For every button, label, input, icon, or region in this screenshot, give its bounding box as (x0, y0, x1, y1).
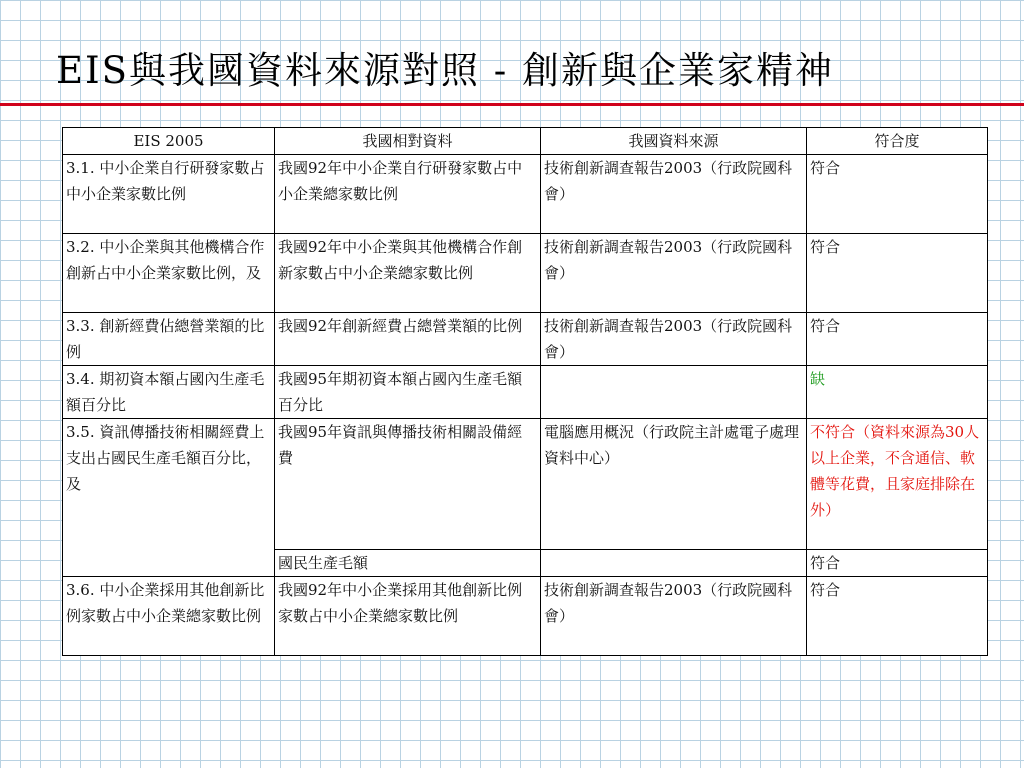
fit-cell: 符合 (807, 313, 988, 366)
eis-cell: 3.1. 中小企業自行研發家數占中小企業家數比例 (63, 155, 275, 234)
source-cell: 技術創新調查報告2003（行政院國科會） (541, 313, 807, 366)
domestic-cell: 我國92年創新經費占總營業額的比例 (275, 313, 541, 366)
header-domestic-data: 我國相對資料 (275, 128, 541, 155)
eis-cell: 3.5. 資訊傳播技術相關經費上支出占國民生產毛額百分比，及 (63, 419, 275, 577)
eis-cell: 3.3. 創新經費佔總營業額的比例 (63, 313, 275, 366)
slide-title: EIS與我國資料來源對照 - 創新與企業家精神 (56, 49, 834, 92)
source-cell: 技術創新調查報告2003（行政院國科會） (541, 577, 807, 656)
header-fit: 符合度 (807, 128, 988, 155)
fit-cell: 符合 (807, 577, 988, 656)
source-cell (541, 366, 807, 419)
table-row (63, 366, 988, 419)
table-row (63, 155, 988, 234)
eis-cell: 3.2. 中小企業與其他機構合作創新占中小企業家數比例，及 (63, 234, 275, 313)
fit-cell: 符合 (807, 550, 988, 577)
source-cell (541, 550, 807, 577)
table-row (63, 234, 988, 313)
comparison-table-container (62, 127, 987, 656)
table-row (63, 577, 988, 656)
table-header-row (63, 128, 988, 155)
domestic-cell: 我國92年中小企業自行研發家數占中小企業總家數比例 (275, 155, 541, 234)
domestic-cell: 我國92年中小企業採用其他創新比例家數占中小企業總家數比例 (275, 577, 541, 656)
source-cell: 電腦應用概況（行政院主計處電子處理資料中心） (541, 419, 807, 550)
comparison-table (62, 127, 988, 656)
domestic-cell: 國民生產毛額 (275, 550, 541, 577)
table-row (63, 419, 988, 550)
domestic-cell: 我國95年資訊與傳播技術相關設備經費 (275, 419, 541, 550)
eis-cell: 3.4. 期初資本額占國內生產毛額百分比 (63, 366, 275, 419)
header-domestic-source: 我國資料來源 (541, 128, 807, 155)
source-cell: 技術創新調查報告2003（行政院國科會） (541, 234, 807, 313)
domestic-cell: 我國92年中小企業與其他機構合作創新家數占中小企業總家數比例 (275, 234, 541, 313)
fit-cell: 符合 (807, 155, 988, 234)
fit-cell-mismatch: 不符合（資料來源為30人以上企業，不含通信、軟體等花費，且家庭排除在外） (807, 419, 988, 550)
eis-cell: 3.6. 中小企業採用其他創新比例家數占中小企業總家數比例 (63, 577, 275, 656)
source-cell: 技術創新調查報告2003（行政院國科會） (541, 155, 807, 234)
domestic-cell: 我國95年期初資本額占國內生產毛額百分比 (275, 366, 541, 419)
header-eis: EIS 2005 (63, 128, 275, 155)
fit-cell: 符合 (807, 234, 988, 313)
title-divider (0, 103, 1024, 106)
fit-cell-missing: 缺 (807, 366, 988, 419)
table-row (63, 313, 988, 366)
